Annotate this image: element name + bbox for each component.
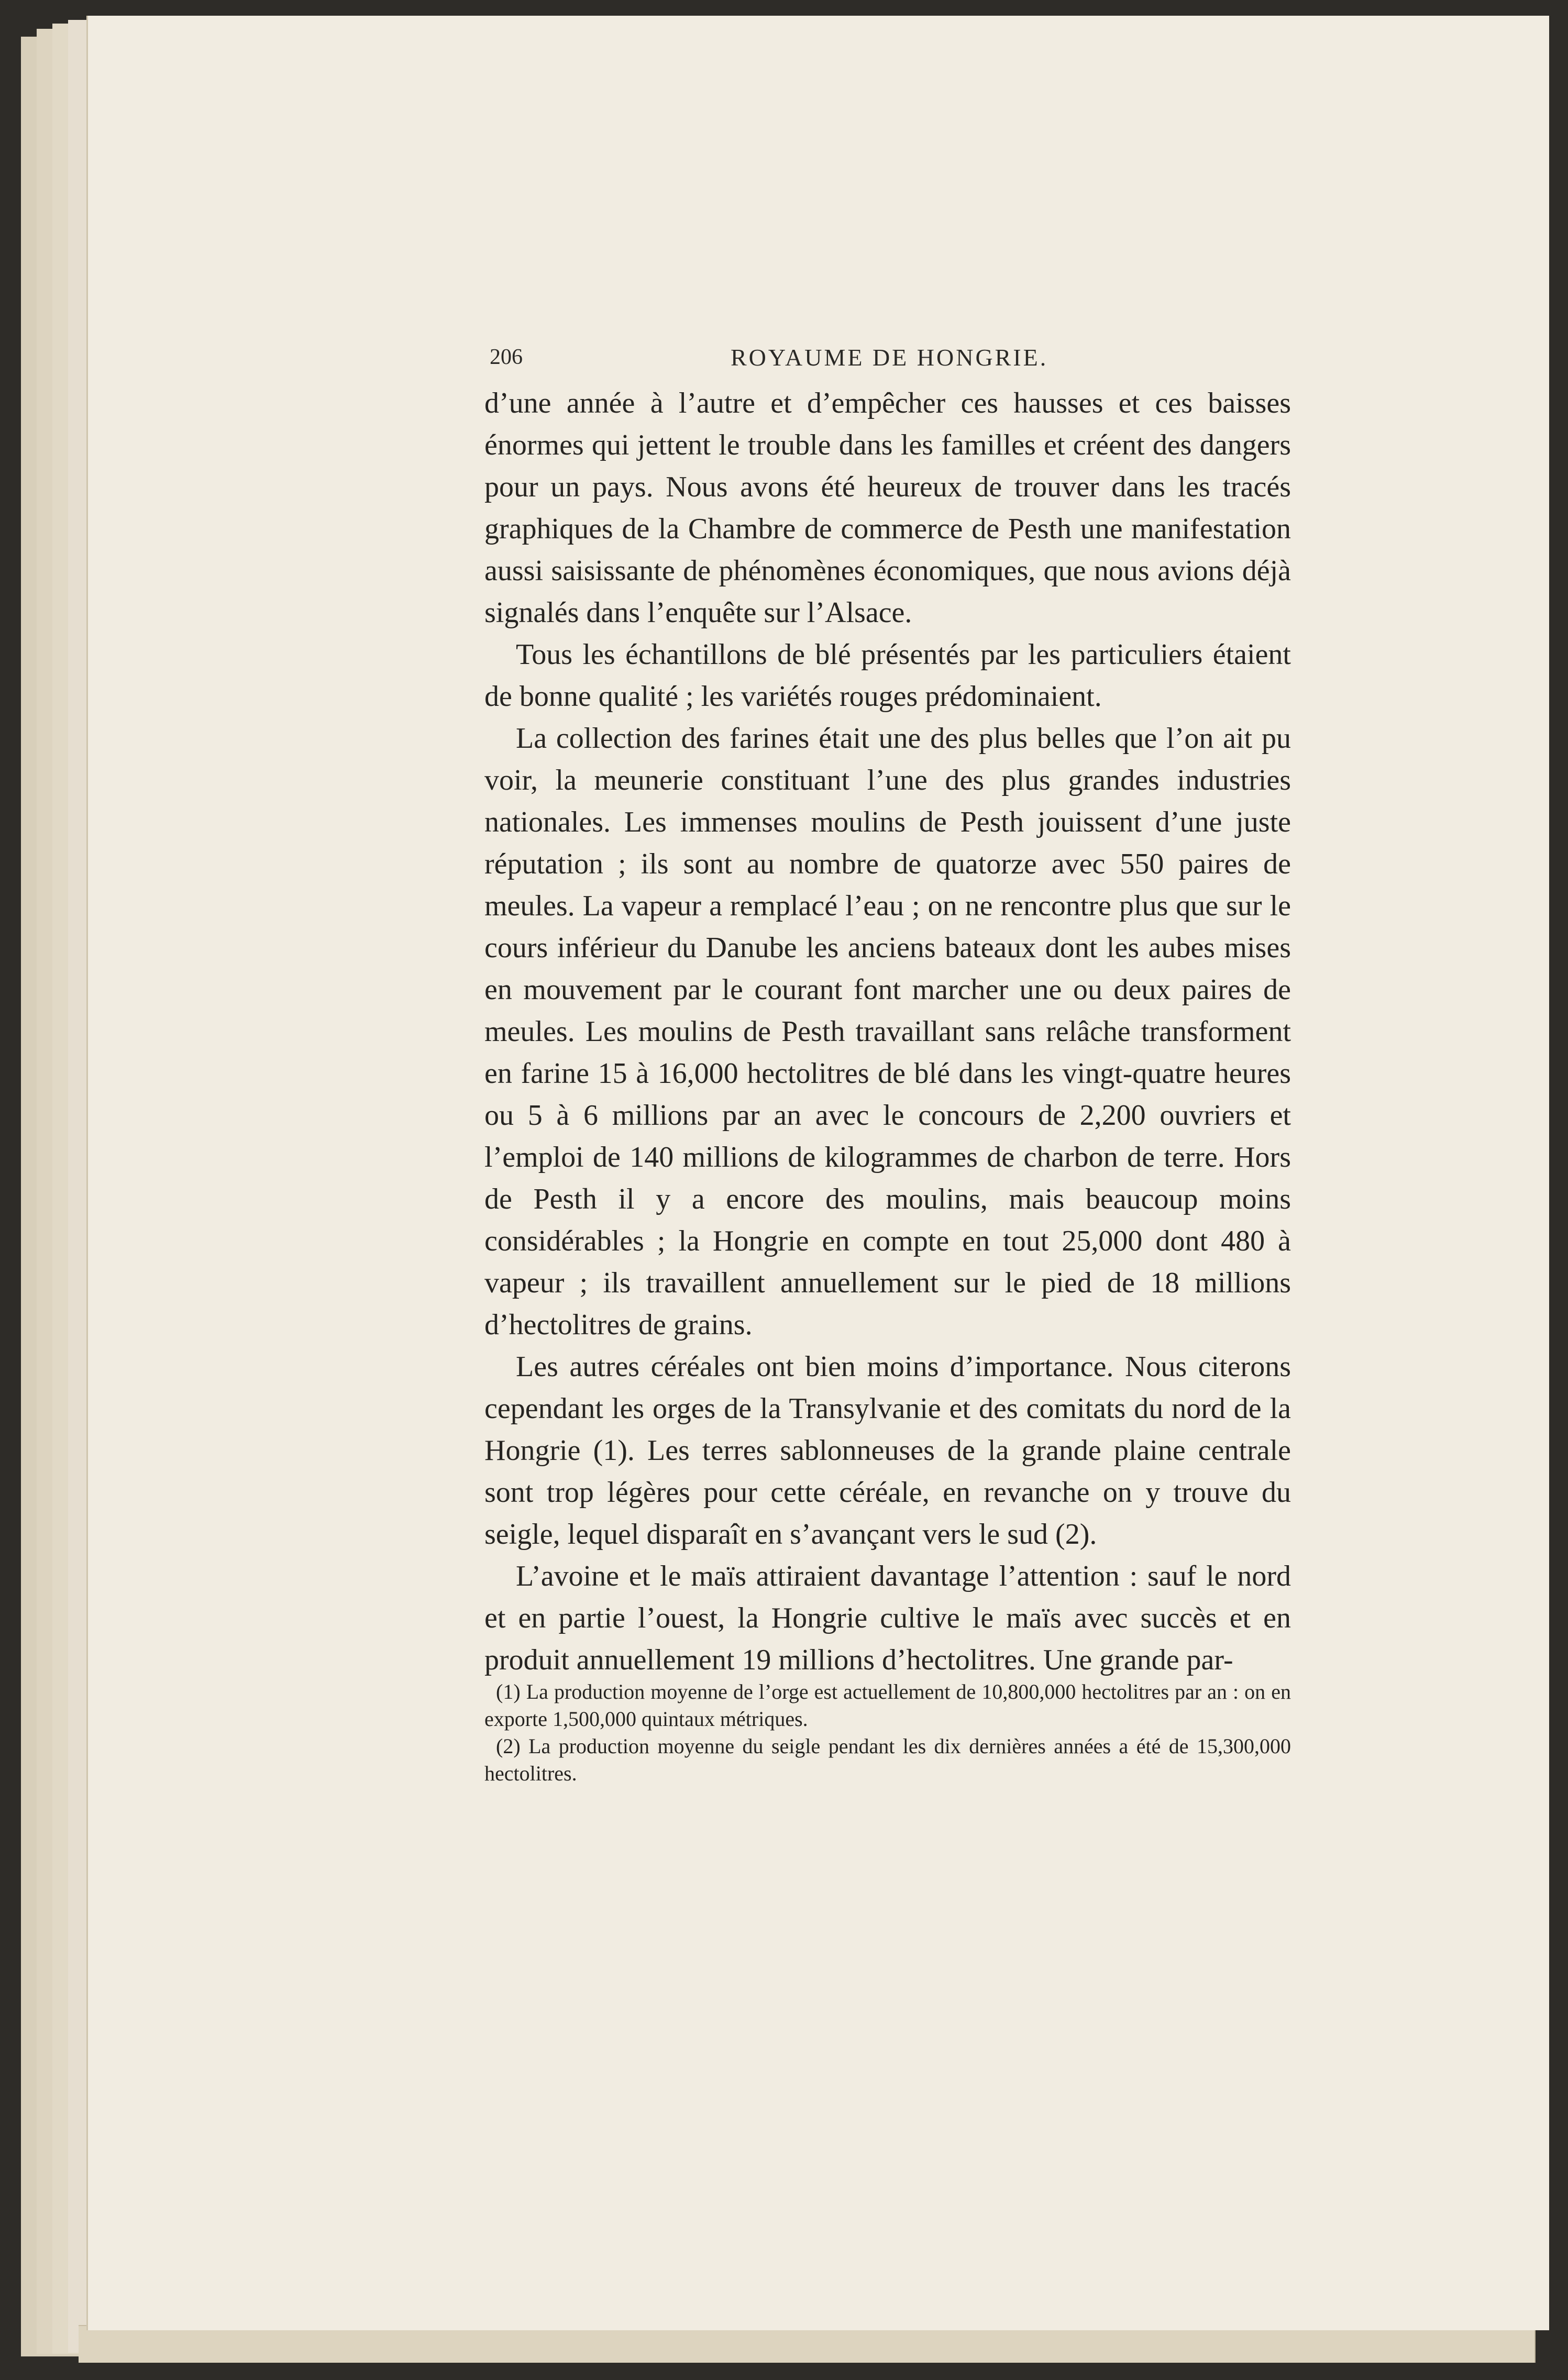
paragraph: L’avoine et le maïs attiraient davantage l’attention : sauf le nord et en partie l’ouest, la Hongrie cultive le maïs avec succès et en produit annuellement 19 millions d’hectolitres. Une grande par- <box>484 1560 1291 1676</box>
paragraph: d’une année à l’autre et d’empêcher ces hausses et ces baisses énormes qui jettent le trouble dans les familles et créent des dangers pour un pays. Nous avons été heureux de trouver dans les tracés graphiques de la Chambre de commerce de Pesth une manifestation aussi saisissante de phénomènes économiques, que nous avions déjà signalés dans l’enquête sur l’Alsace. <box>484 387 1291 629</box>
page-bottom-edge <box>79 2325 1536 2363</box>
page-header <box>490 340 1349 382</box>
paragraph: Tous les échantillons de blé présentés par les particuliers étaient de bonne qualité ; les variétés rouges prédominaient. <box>484 638 1291 713</box>
paragraph: Les autres céréales ont bien moins d’importance. Nous citerons cependant les orges de la Transylvanie et des comitats du nord de la Hongrie (1). Les terres sablonneuses de la grande plaine centrale sont trop légères pour cette céréale, en revanche on y trouve du seigle, lequel disparaît en s’avançant vers le sud (2). <box>484 1350 1291 1551</box>
paragraph: La collection des farines était une des plus belles que l’on ait pu voir, la meunerie constituant l’une des plus grandes industries nationales. Les immenses moulins de Pesth jouissent d’une juste réputation ; ils sont au nombre de quatorze avec 550 paires de meules. La vapeur a remplacé l’eau ; on ne rencontre plus que sur le cours inférieur du Danube les anciens bateaux dont les aubes mises en mouvement par le courant font marcher une ou deux paires de meules. Les moulins de Pesth travaillant sans relâche transforment en farine 15 à 16,000 hectolitres de blé dans les vingt-quatre heures ou 5 à 6 millions par an avec le concours de 2,200 ouvriers et l’emploi de 140 millions de kilogrammes de charbon de terre. Hors de Pesth il y a encore des moulins, mais beaucoup moins considérables ; la Hongrie en compte en tout 25,000 dont 480 à vapeur ; ils travaillent annuellement sur le pied de 18 millions d’hectolitres de grains. <box>484 722 1291 1341</box>
footnotes <box>484 1678 1291 1787</box>
footnote: (1) La production moyenne de l’orge est actuellement de 10,800,000 hectolitres par an : on en exporte 1,500,000 quintaux métriques. <box>484 1680 1291 1731</box>
body-text <box>484 382 1291 1681</box>
footnote: (2) La production moyenne du seigle pendant les dix dernières années a été de 15,300,000 hectolitres. <box>484 1734 1291 1785</box>
running-title: ROYAUME DE HONGRIE. <box>731 344 1048 371</box>
page-number: 206 <box>490 345 523 369</box>
